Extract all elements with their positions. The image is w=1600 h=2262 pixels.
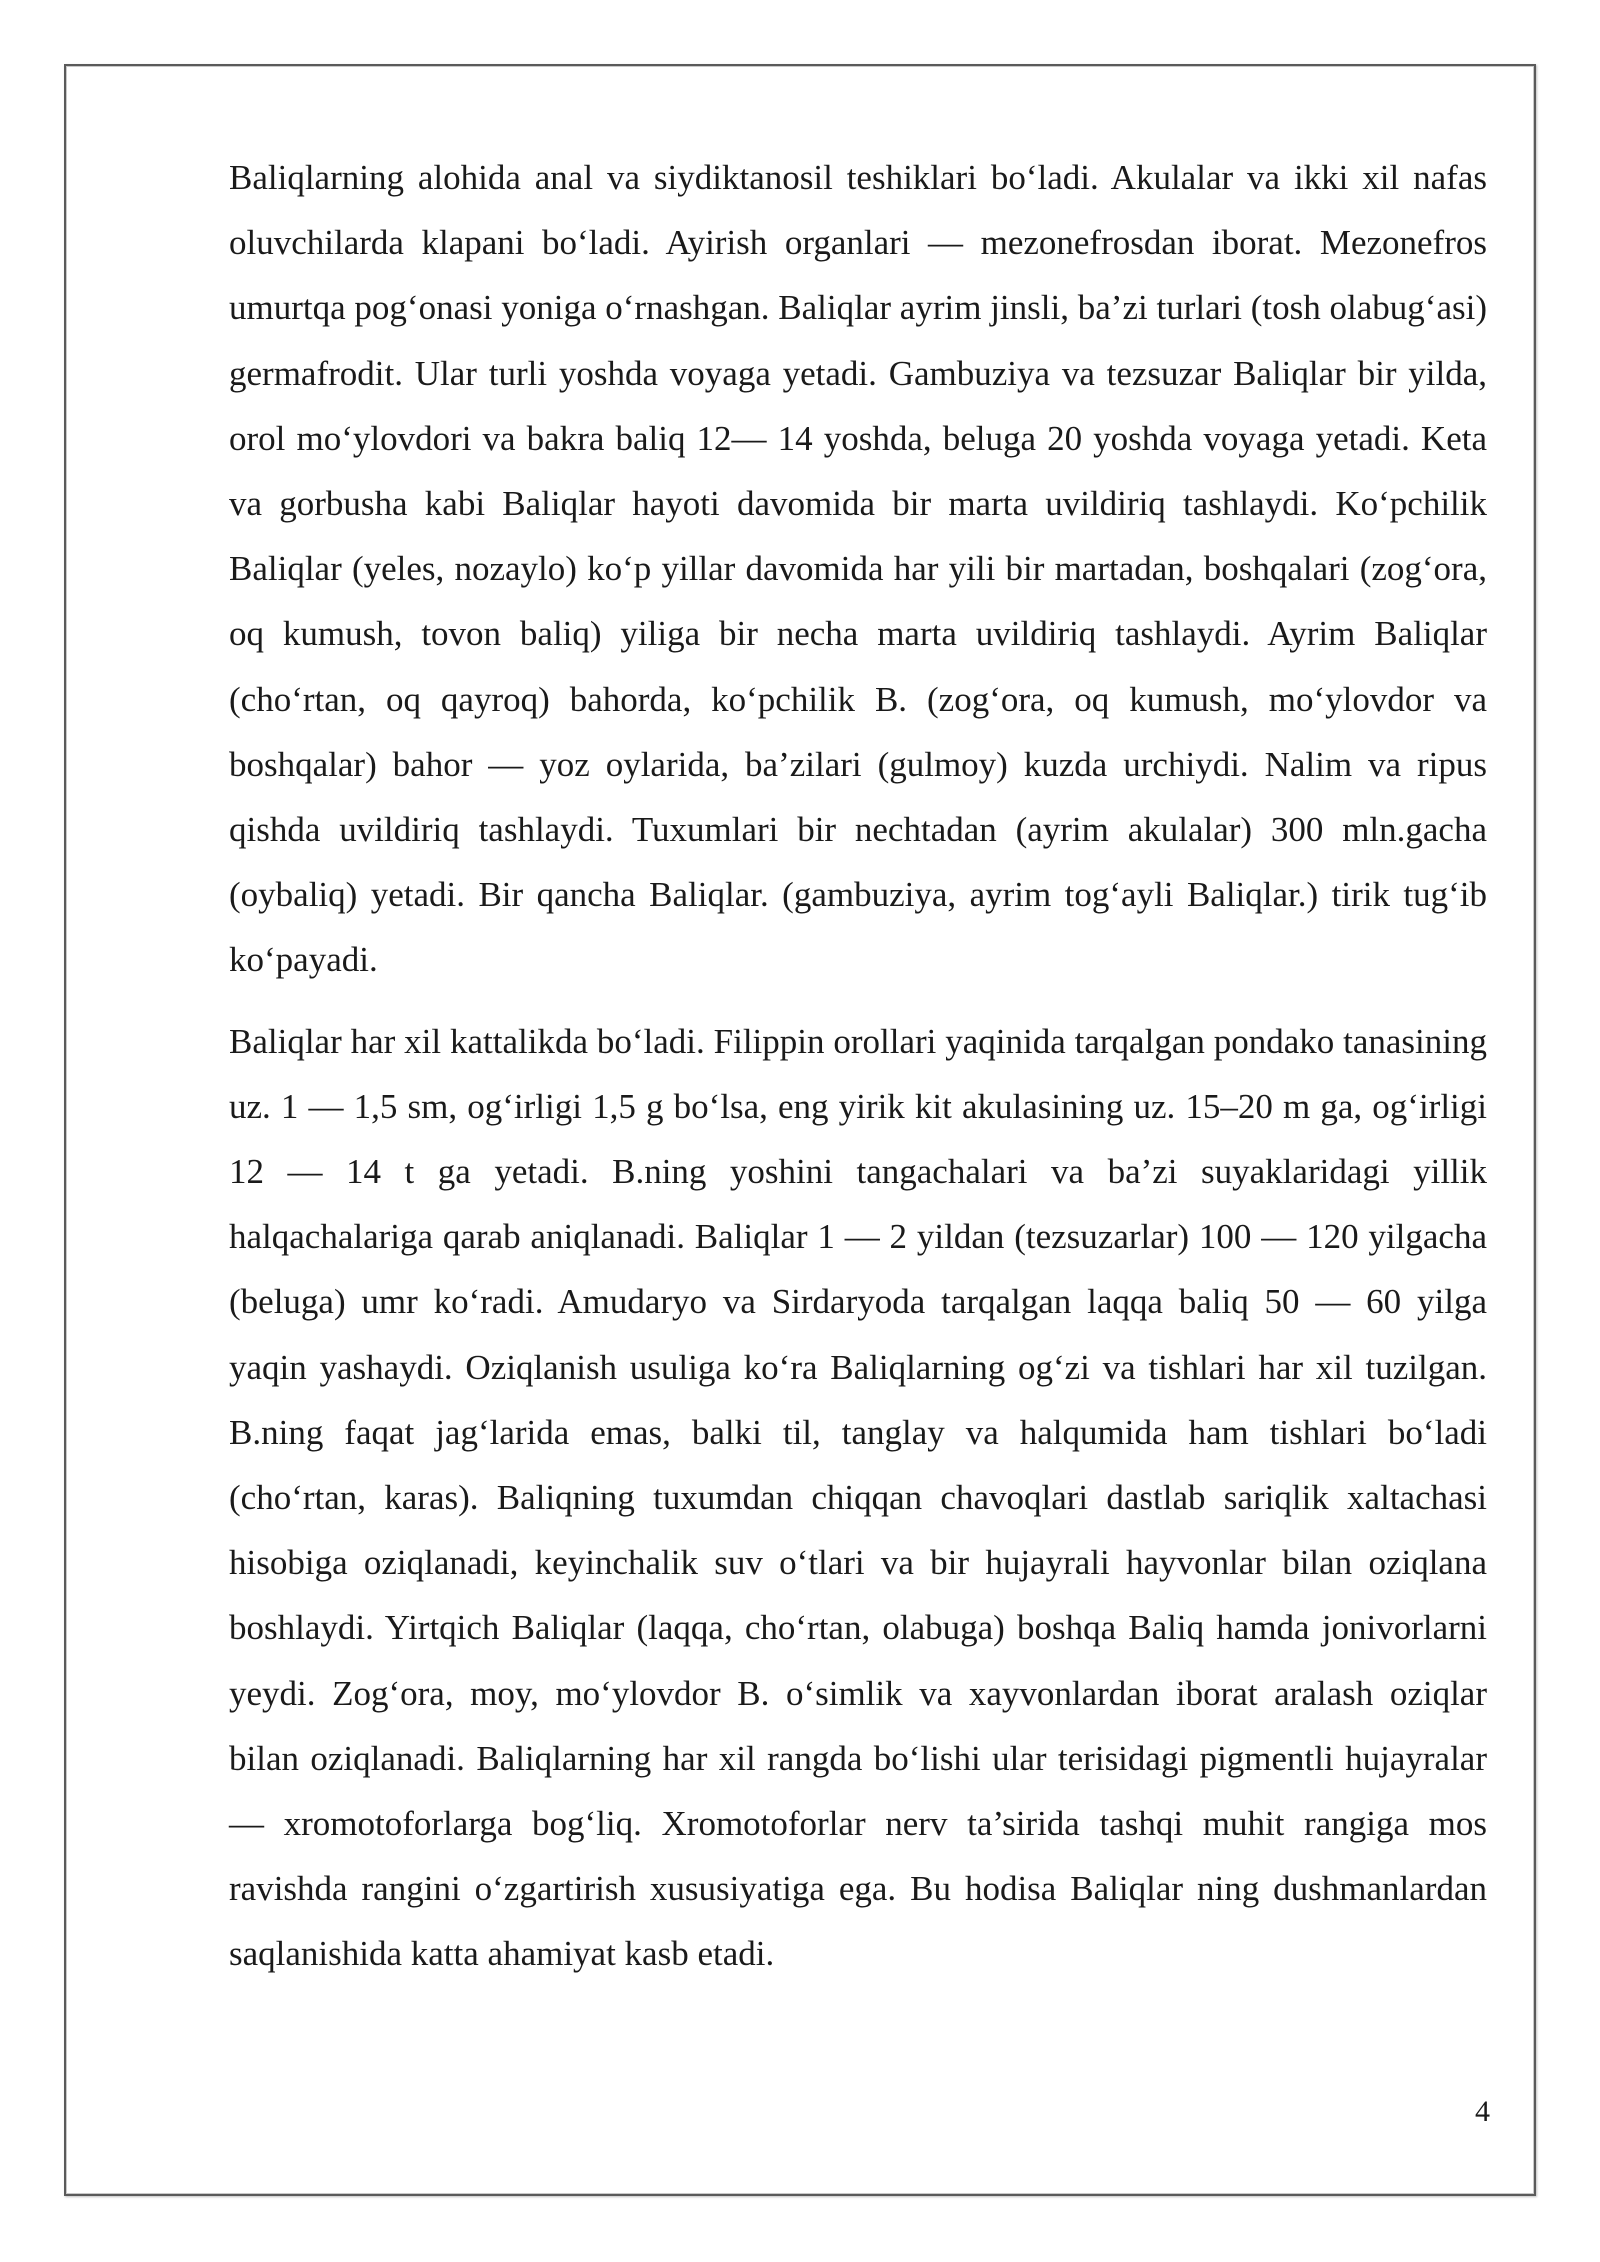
paragraph-1: Baliqlarning alohida anal va siydiktanosil teshiklari bo‘ladi. Akulalar va ikki xil nafas oluvchilarda klapani bo‘ladi. Ayirish organlari — mezonefrosdan iborat. Mezonefros umurtqa pog‘onasi yoniga o‘rnashgan. Baliqlar ayrim jinsli, ba’zi turlari (tosh olabug‘asi) germafrodit. Ular turli yoshda voyaga yetadi. Gambuziya va tezsuzar Baliqlar bir yilda, orol mo‘ylovdori va bakra baliq 12— 14 yoshda, beluga 20 yoshda voyaga yetadi. Keta va gorbusha kabi Baliqlar hayoti davomida bir marta uvildiriq tashlaydi. Ko‘pchilik Baliqlar (yeles, nozaylo) ko‘p yillar davomida har yili bir martadan, boshqalari (zog‘ora, oq kumush, tovon baliq) yiliga bir necha marta uvildiriq tashlaydi. Ayrim Baliqlar (cho‘rtan, oq qayroq) bahorda, ko‘pchilik B. (zog‘ora, oq kumush, mo‘ylovdor va boshqalar) bahor — yoz oylarida, ba’zilari (gulmoy) kuzda urchiydi. Nalim va ripus qishda uvildiriq tashlaydi. Tuxumlari bir nechtadan (ayrim akulalar) 300 mln.gacha (oybaliq) yetadi. Bir qancha Baliqlar. (gambuziya, ayrim tog‘ayli Baliqlar.) tirik tug‘ib ko‘payadi. — [229, 158, 1487, 980]
page-number: 4 — [1475, 2095, 1490, 2128]
paragraph-2: Baliqlar har xil kattalikda bo‘ladi. Filippin orollari yaqinida tarqalgan pondako tanasining uz. 1 — 1,5 sm, og‘irligi 1,5 g bo‘lsa, eng yirik kit akulasining uz. 15–20 m ga, og‘irligi 12 — 14 t ga yetadi. B.ning yoshini tangachalari va ba’zi suyaklaridagi yillik halqachalariga qarab aniqlanadi. Baliqlar 1 — 2 yildan (tezsuzarlar) 100 — 120 yilgacha (beluga) umr ko‘radi. Amudaryo va Sirdaryoda tarqalgan laqqa baliq 50 — 60 yilga yaqin yashaydi. Oziqlanish usuliga ko‘ra Baliqlarning og‘zi va tishlari har xil tuzilgan. B.ning faqat jag‘larida emas, balki til, tanglay va halqumida ham tishlari bo‘ladi (cho‘rtan, karas). Baliqning tuxumdan chiqqan chavoqlari dastlab sariqlik xaltachasi hisobiga oziqlanadi, keyinchalik suv o‘tlari va bir hujayrali hayvonlar bilan oziqlana boshlaydi. Yirtqich Baliqlar (laqqa, cho‘rtan, olabuga) boshqa Baliq hamda jonivorlarni yeydi. Zog‘ora, moy, mo‘ylovdor B. o‘simlik va xayvonlardan iborat aralash oziqlar bilan oziqlanadi. Baliqlarning har xil rangda bo‘lishi ular terisidagi pigmentli hujayralar — xromotoforlarga bog‘liq. Xromotoforlar nerv ta’sirida tashqi muhit rangiga mos ravishda rangini o‘zgartirish xususiyatiga ega. Bu hodisa Baliqlar ning dushmanlardan saqlanishida katta ahamiyat kasb etadi. — [229, 1021, 1487, 1974]
document-body — [229, 145, 1487, 1987]
